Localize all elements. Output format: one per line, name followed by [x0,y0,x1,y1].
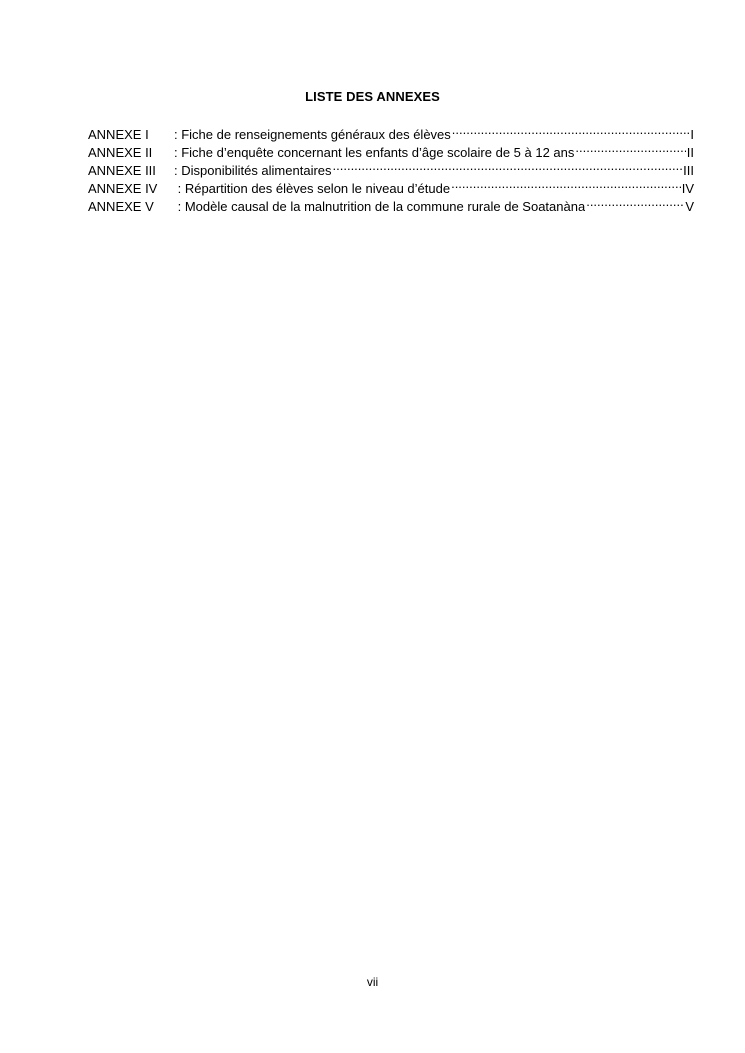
annex-page: V [685,199,694,214]
page-title: LISTE DES ANNEXES [305,89,440,104]
annex-label: ANNEXE I [88,127,149,142]
annex-title: : Répartition des élèves selon le niveau d’étude [174,181,451,196]
annex-list [88,121,694,214]
annex-label: ANNEXE III [88,163,156,178]
dot-leader [452,121,690,139]
annex-title: : Disponibilités alimentaires [174,163,332,178]
dot-leader [333,157,683,175]
annex-page: IV [681,181,694,196]
annex-entry [88,121,694,142]
annex-title: : Modèle causal de la malnutrition de la commune rurale de Soatanàna [174,199,586,214]
page-number: vii [366,975,379,989]
annex-label: ANNEXE II [88,145,153,160]
annex-page: II [686,145,694,160]
annex-title: : Fiche d’enquête concernant les enfants d’âge scolaire de 5 à 12 ans [174,145,575,160]
dot-leader [451,175,681,193]
annex-page: III [683,163,694,178]
annex-label: ANNEXE V [88,199,154,214]
dot-leader [575,139,685,157]
annex-label: ANNEXE IV [88,181,158,196]
annex-title: : Fiche de renseignements généraux des élèves [174,127,451,142]
annex-page: I [690,127,694,142]
dot-leader [586,193,684,211]
